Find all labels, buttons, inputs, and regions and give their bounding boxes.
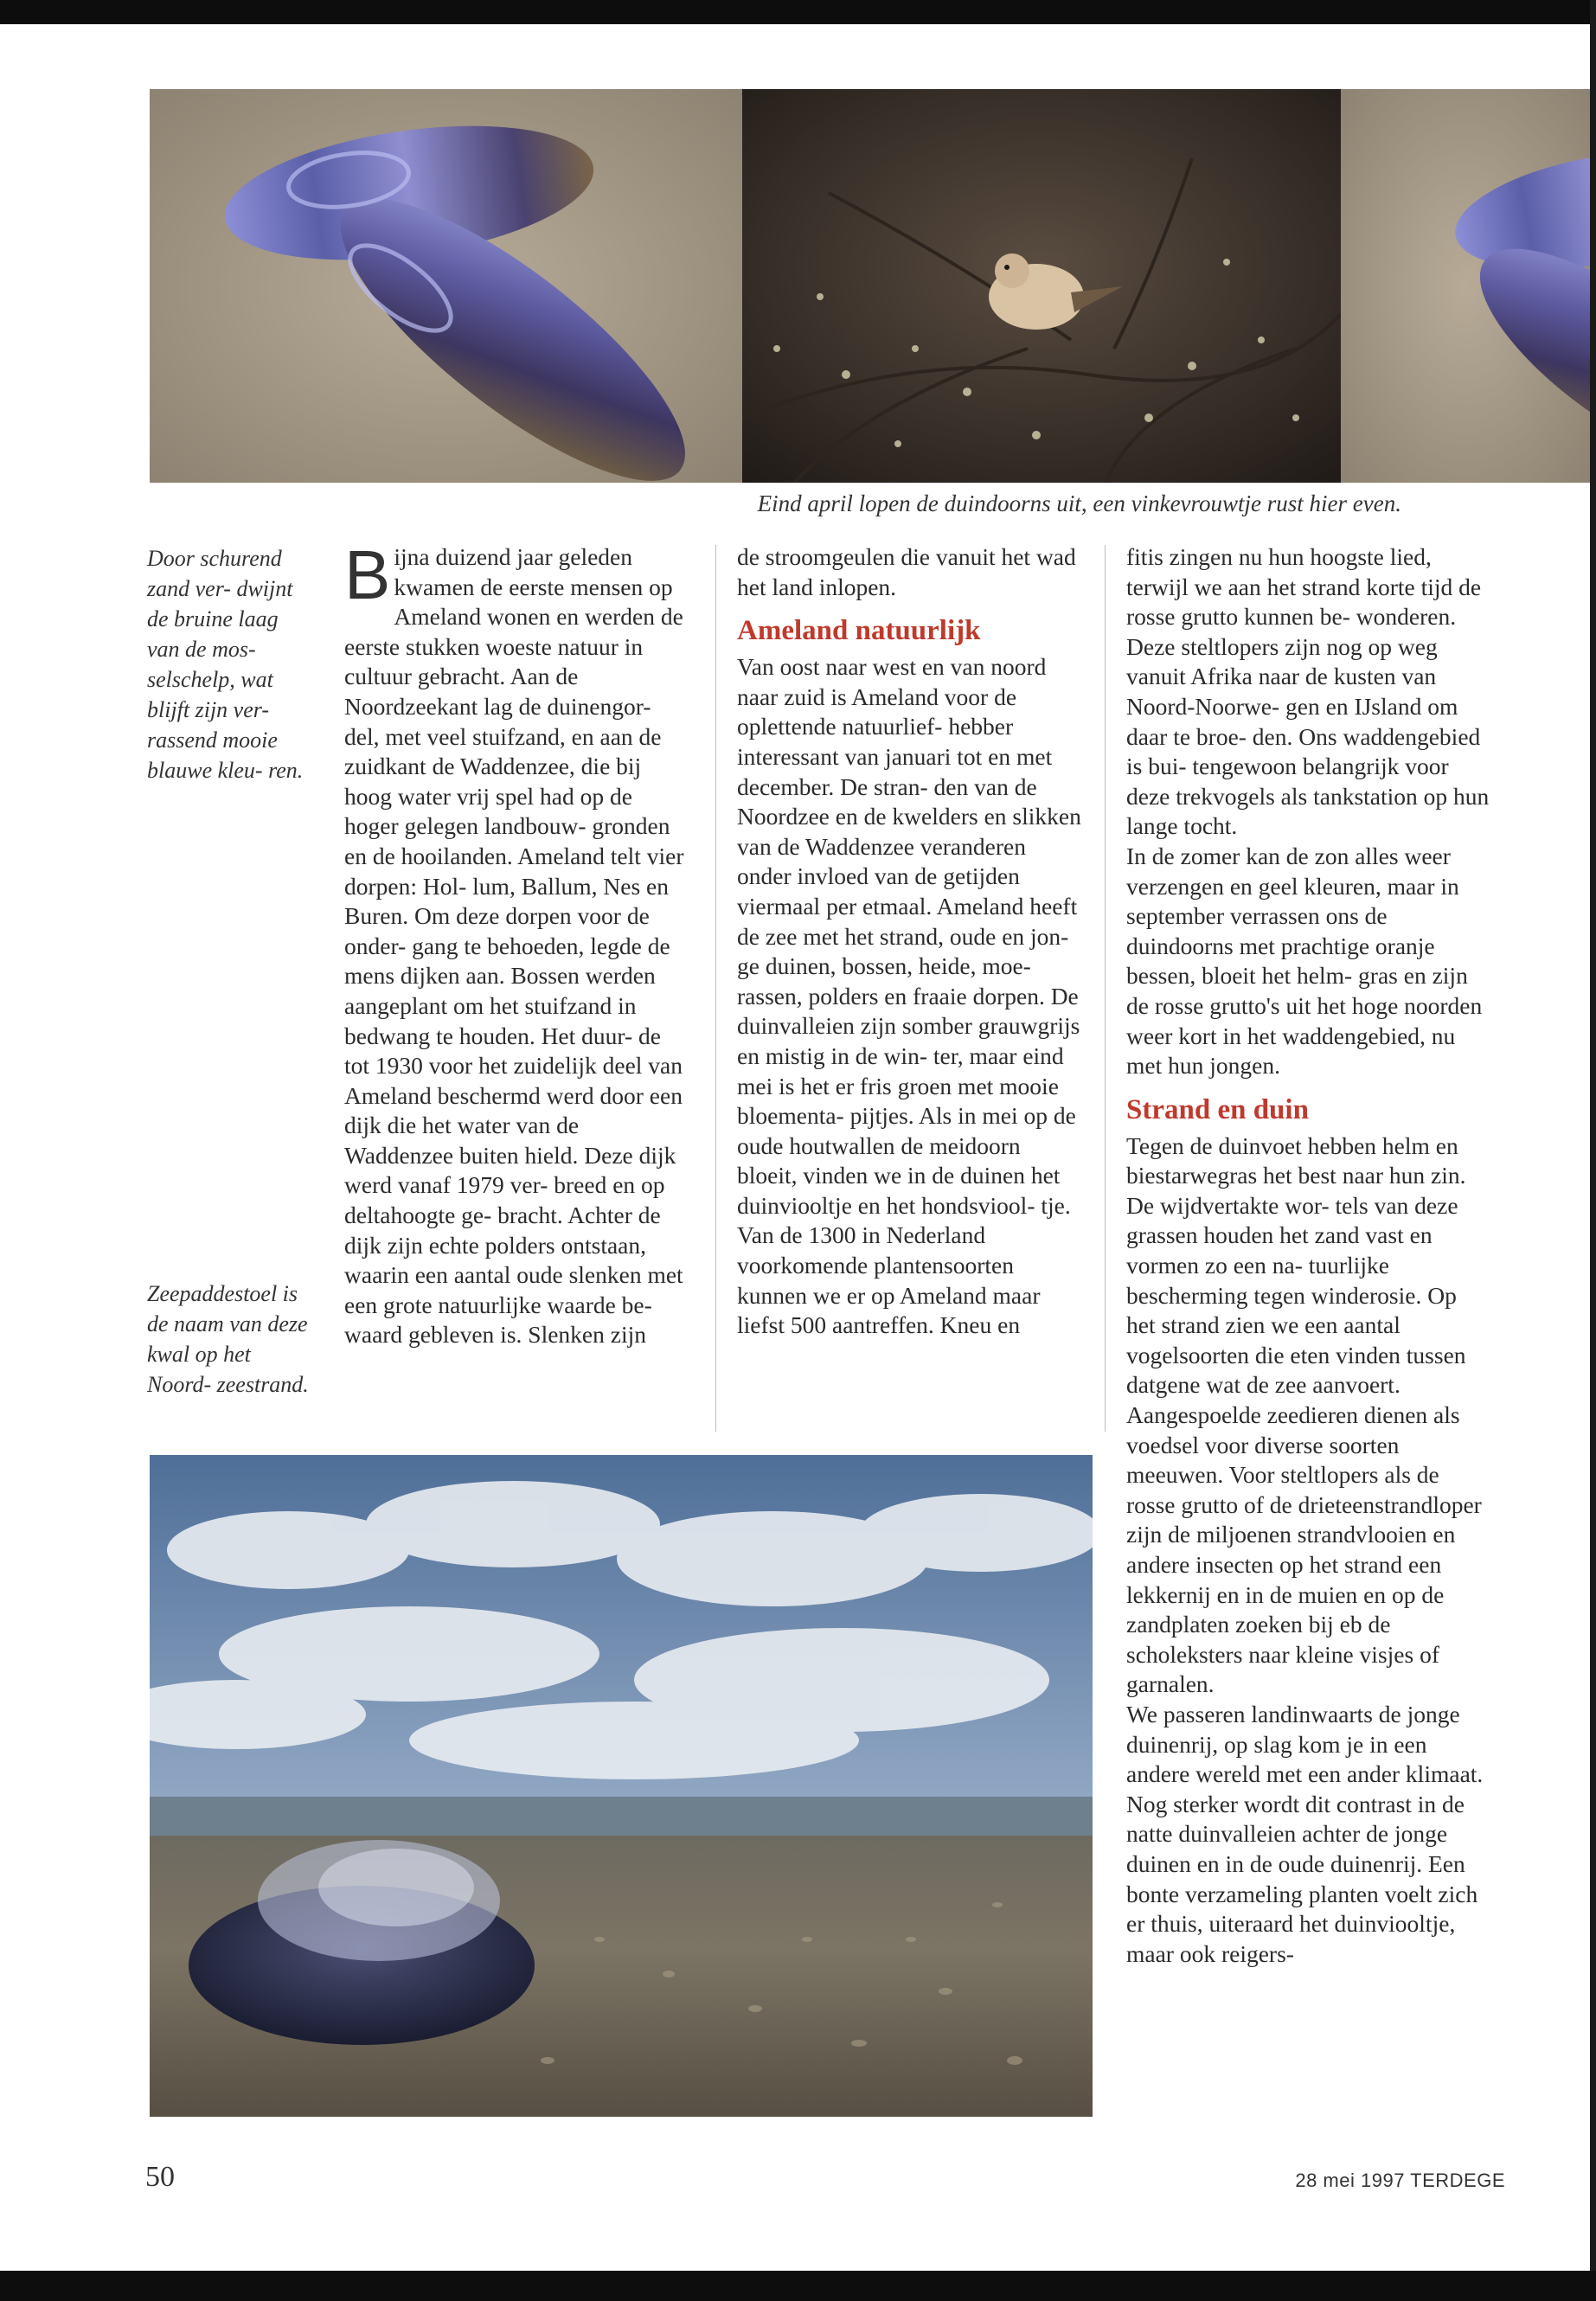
photo-mussel-shells (150, 89, 742, 483)
photo-jellyfish-on-beach (150, 1455, 1093, 2117)
column-3-paragraph-3: Tegen de duinvoet hebben helm en biestarwegras het best naar hun zin. De wijdvertakte wor- tels van deze grassen houden het zand vast en vormen zo een na- tuurlijke bescherming tegen winderosie. Op het strand zien we een aantal vogelsoorten die eten vinden tussen datgene wat de zee aanvoert. Aangespoelde zeedieren dienen als voedsel voor diverse soorten meeuwen. Voor steltlopers als de rosse grutto of de drieteenstrandloper zijn de miljoenen strandvlooien en andere insecten op het strand een lekkernij en in de muien en op de zandplaten zoeken bij eb de scholeksters naar kleine visjes of garnalen. (1126, 1131, 1482, 1698)
article-column-3 (1126, 542, 1490, 1969)
issue-info: 28 mei 1997 TERDEGE (1295, 2170, 1505, 2191)
column-2-intro: de stroomgeulen die vanuit het wad het land inlopen. (737, 543, 1076, 600)
scan-border-right (1590, 0, 1596, 2301)
column-3-paragraph-4: We passeren landinwaarts de jonge duinenrij, op slag kom je in een andere wereld met een ander klimaat. Nog sterker wordt dit contrast in de natte duinvalleien achter de jonge duinen en in de oude duinenrij. Een bonte verzameling planten voelt zich er thuis, uiteraard het duinviooltje, maar ook reigers- (1126, 1700, 1484, 1967)
column-3-paragraph-2: In de zomer kan de zon alles weer verzengen en geel kleuren, maar in september verrassen ons de duindoorns met prachtige oranje bessen, bloeit het helm- gras en zijn de rosse grutto's uit het hoge noorden weer kort in het waddengebied, nu met hun jongen. (1126, 842, 1483, 1080)
side-caption-mussel: Door schurend zand ver- dwijnt de bruine laag van de mos- selschelp, wat blijft zijn ver- rassend mooie blauwe kleu- ren. (147, 546, 304, 783)
heading-ameland-natuurlijk: Ameland natuurlijk (737, 615, 981, 647)
scan-border-bottom (0, 2271, 1596, 2301)
heading-strand-en-duin: Strand en duin (1126, 1093, 1309, 1125)
scan-border-top (0, 0, 1596, 24)
column-2-text: Van oost naar west en van noord naar zuid is Ameland voor de oplettende natuurlief- hebber interessant van januari tot en met december. De stran- den van de Noordzee en de kwelders en slikken van de Waddenzee veranderen onder invloed van de getijden viermaal per etmaal. Ameland heeft de zee met het strand, oude en jon- ge duinen, bossen, heide, moe- rassen, polders en fraaie dorpen. De duinvalleien zijn somber grauwgrijs en mistig in de win- ter, maar eind mei is het er fris groen met mooie bloementa- pijtjes. Als in mei op de oude houtwallen de meidoorn bloeit, vinden we in de duinen het duinviooltje en het hondsviool- tje. Van de 1300 in Nederland voorkomende plantensoorten kunnen we er op Ameland maar liefst 500 aantreffen. Kneu en (737, 653, 1081, 1339)
column-divider-2 (1105, 545, 1106, 1432)
column-1-text: ijna duizend jaar geleden kwamen de eerste mensen op Ameland wonen en werden de eerste stukken woeste natuur in cultuur gebracht. Aan de Noordzeekant lag de duinengor- del, met veel stuifzand, en aan de zuidkant de Waddenzee, die bij hoog water vrij spel had op de hoger gelegen landbouw- gronden en de hooilanden. Ameland telt vier dorpen: Hol- lum, Ballum, Nes en Buren. Om deze dorpen voor de onder- gang te behoeden, legde de mens dijken aan. Bossen werden aangeplant om het stuifzand in bedwang te houden. Het duur- de tot 1930 voor het zuidelijk deel van Ameland beschermd werd door een dijk die het water van de Waddenzee buiten hield. Deze dijk werd vanaf 1979 ver- breed en op deltahoogte ge- bracht. Achter de dijk zijn echte polders ontstaan, waarin een aantal oude slenken met een grote natuurlijke waarde be- waard gebleven is. Slenken zijn (344, 543, 684, 1349)
page-number: 50 (145, 2161, 175, 2193)
drop-cap: B (344, 536, 391, 613)
photo-mussel-shell-crop (1341, 89, 1590, 483)
side-caption-jellyfish: Zeepaddestoel is de naam van deze kwal op het Noord- zeestrand. (147, 1281, 309, 1397)
article-column-2 (737, 542, 1083, 1341)
column-3-paragraph-1: fitis zingen nu hun hoogste lied, terwijl we aan het strand korte tijd de rosse grutto kunnen be- wonderen. Deze steltlopers zijn nog op weg vanuit Afrika naar de kusten van Noord-Noorwe- gen en IJsland om daar te broe- den. Ons waddengebied is bui- tengewoon belangrijk voor deze trekvogels als tankstation op hun lange tocht. (1126, 543, 1490, 840)
column-divider-1 (715, 545, 716, 1432)
article-column-1 (344, 536, 690, 1350)
photo-caption: Eind april lopen de duindoorns uit, een vinkevrouwtje rust hier even. (757, 490, 1401, 516)
photo-finch-on-sea-buckthorn (742, 89, 1341, 483)
